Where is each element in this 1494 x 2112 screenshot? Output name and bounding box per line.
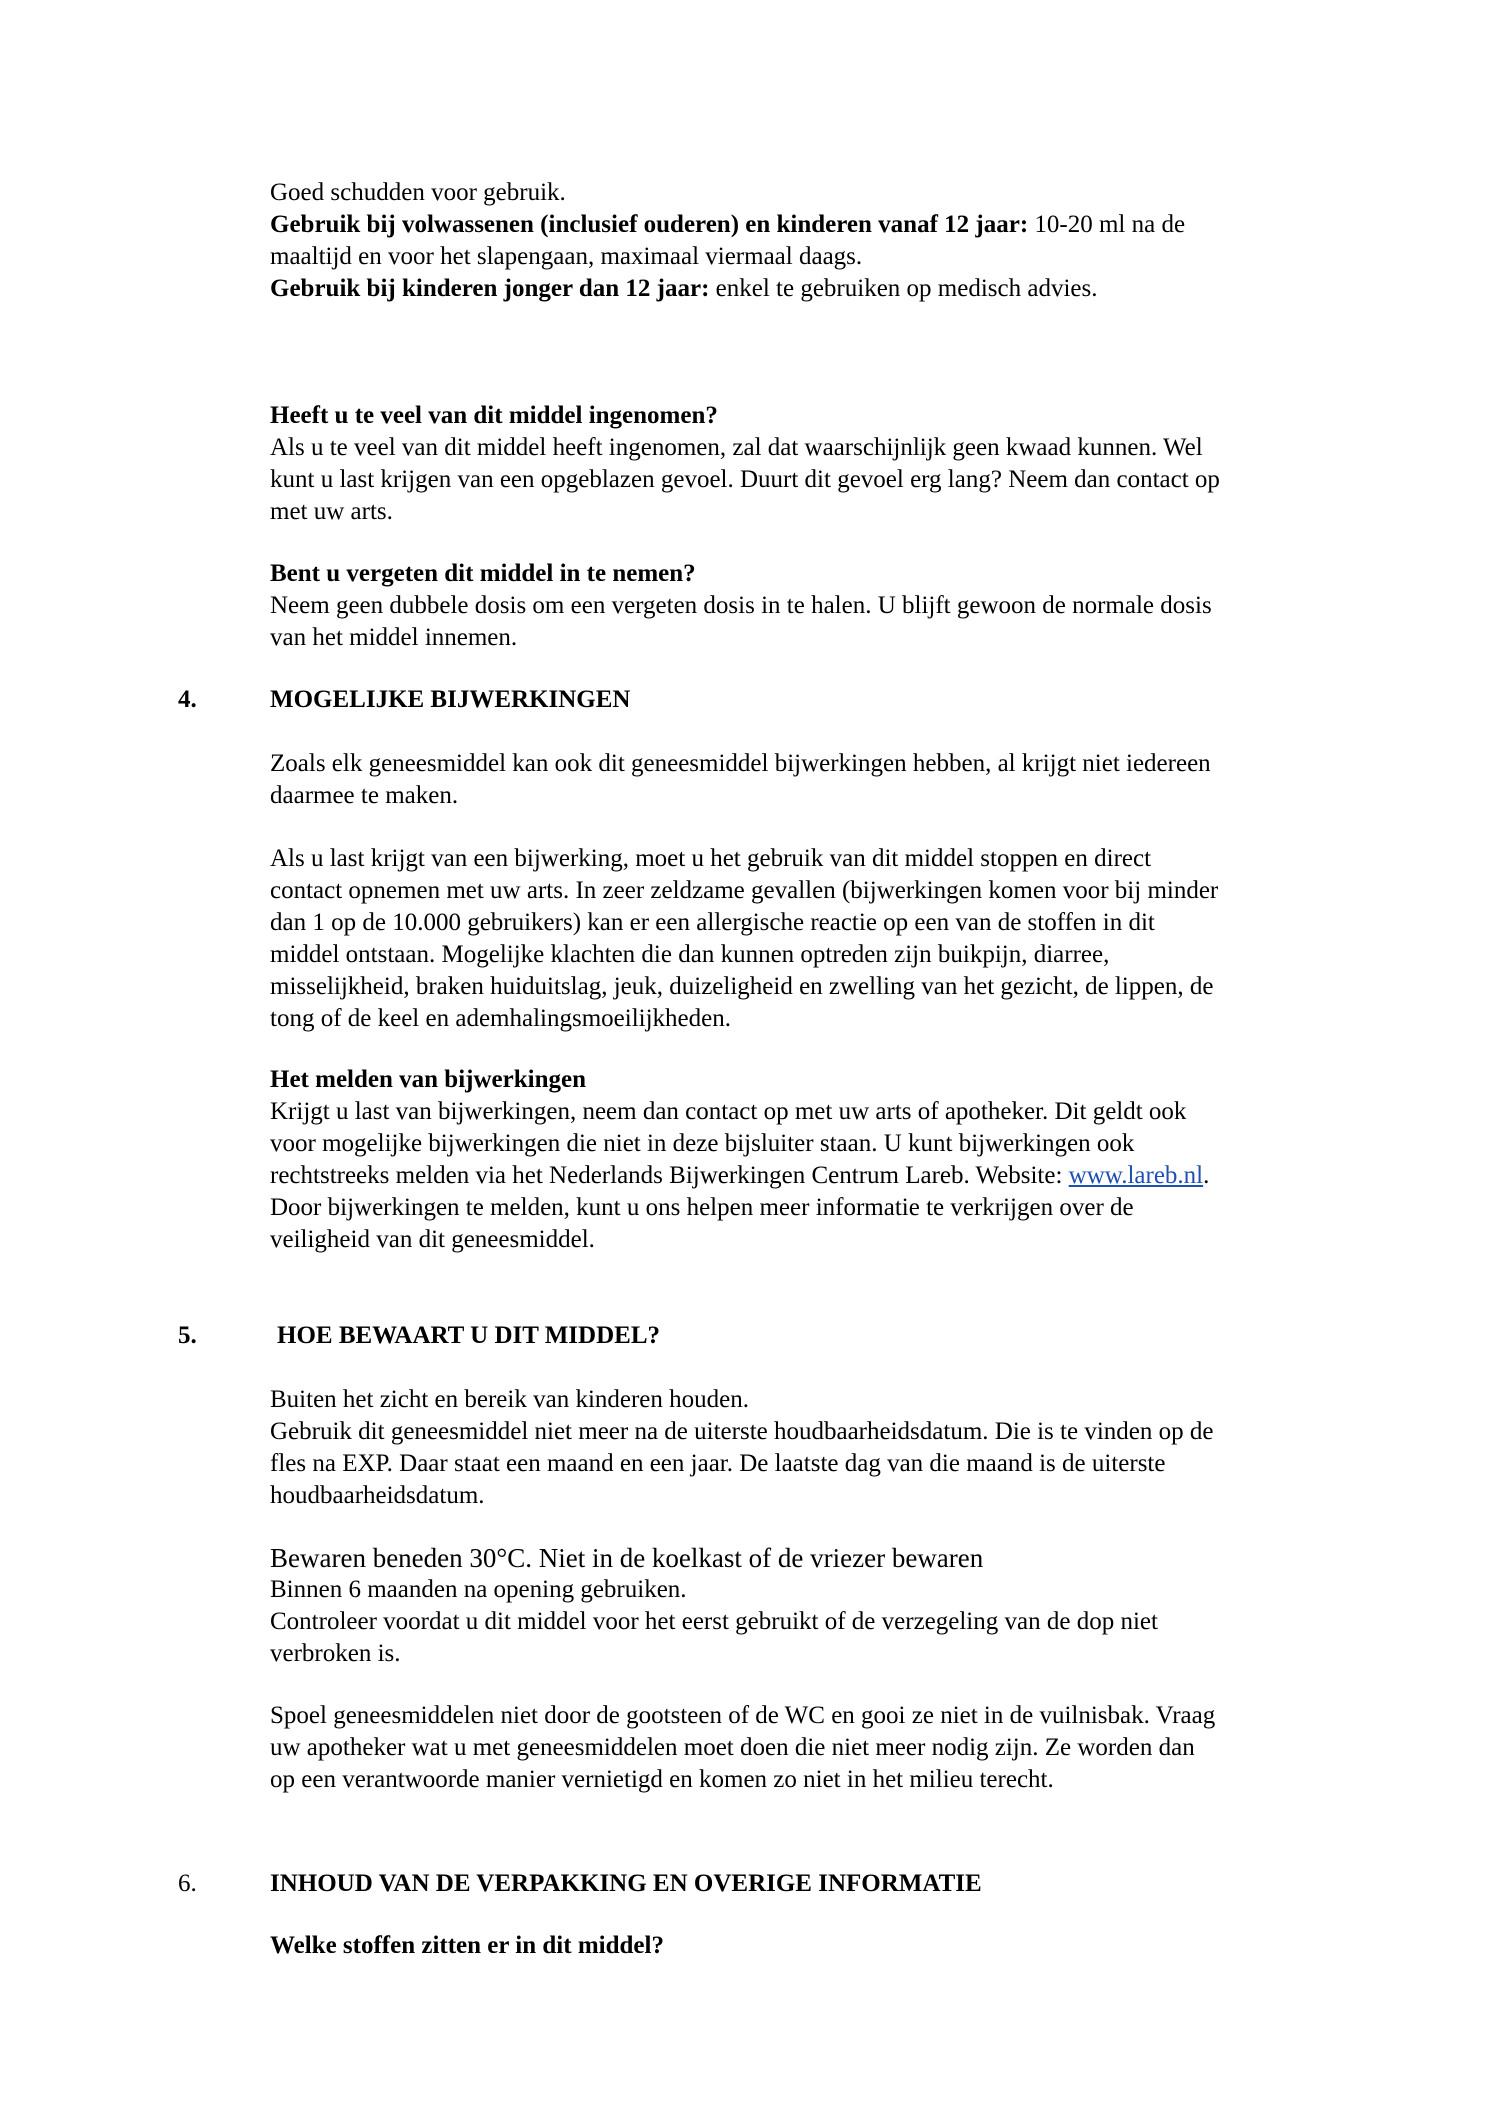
- section-5-title: HOE BEWAART U DIT MIDDEL?: [277, 1322, 660, 1349]
- adult-dosage-text-2: maaltijd en voor het slapengaan, maximaal viermaal daags.: [270, 243, 863, 270]
- report-block: [270, 1064, 1340, 1256]
- forgotten-block: [270, 558, 1340, 654]
- body-line: dan 1 op de 10.000 gebruikers) kan er een allergische reactie op een van de stoffen in dit: [270, 909, 1155, 936]
- report-line-prefix: rechtstreeks melden via het Nederlands Bijwerkingen Centrum Lareb. Website:: [270, 1162, 1069, 1189]
- forgotten-heading: Bent u vergeten dit middel in te nemen?: [270, 560, 696, 587]
- forgotten-line: van het middel innemen.: [270, 624, 518, 651]
- section-4-body: [270, 843, 1340, 1035]
- storage-line: Buiten het zicht en bereik van kinderen houden.: [270, 1386, 750, 1413]
- section-5-para-2: [270, 1542, 1340, 1670]
- overdose-heading: Heeft u te veel van dit middel ingenomen?: [270, 402, 718, 429]
- storage-line: Controleer voordat u dit middel voor het eerst gebruikt of de verzegeling van de dop niet: [270, 1608, 1158, 1635]
- shake-instruction: Goed schudden voor gebruik.: [270, 179, 566, 206]
- section-5-number: 5.: [178, 1322, 197, 1349]
- section-6-title: INHOUD VAN DE VERPAKKING EN OVERIGE INFORMATIE: [270, 1870, 982, 1897]
- report-line: voor mogelijke bijwerkingen die niet in deze bijsluiter staan. U kunt bijwerkingen ook: [270, 1130, 1135, 1157]
- child-dosage: [270, 273, 1340, 305]
- child-dosage-label: Gebruik bij kinderen jonger dan 12 jaar:: [270, 275, 710, 302]
- section-6-number: 6.: [178, 1870, 197, 1897]
- storage-line: Binnen 6 maanden na opening gebruiken.: [270, 1576, 687, 1603]
- overdose-block: [270, 400, 1340, 528]
- dosage-block: [270, 177, 1340, 305]
- storage-line: fles na EXP. Daar staat een maand en een jaar. De laatste dag van die maand is de uiterste: [270, 1450, 1166, 1477]
- overdose-line: kunt u last krijgen van een opgeblazen gevoel. Duurt dit gevoel erg lang? Neem dan contact op: [270, 466, 1220, 493]
- body-line: middel ontstaan. Mogelijke klachten die dan kunnen optreden zijn buikpijn, diarree,: [270, 941, 1110, 968]
- body-line: Als u last krijgt van een bijwerking, moet u het gebruik van dit middel stoppen en direct: [270, 845, 1152, 872]
- section-5-para-1: [270, 1384, 1340, 1512]
- storage-line: Gebruik dit geneesmiddel niet meer na de uiterste houdbaarheidsdatum. Die is te vinden op de: [270, 1418, 1214, 1445]
- section-4-intro: [270, 748, 1340, 812]
- lareb-link[interactable]: www.lareb.nl: [1068, 1162, 1204, 1189]
- adult-dosage: [270, 209, 1340, 241]
- storage-temperature: Bewaren beneden 30°C. Niet in de koelkast of de vriezer bewaren: [270, 1543, 984, 1573]
- body-line: tong of de keel en ademhalingsmoeilijkheden.: [270, 1005, 731, 1032]
- report-line: Door bijwerkingen te melden, kunt u ons helpen meer informatie te verkrijgen over de: [270, 1194, 1134, 1221]
- body-line: contact opnemen met uw arts. In zeer zeldzame gevallen (bijwerkingen komen voor bij minder: [270, 877, 1219, 904]
- report-heading: Het melden van bijwerkingen: [270, 1066, 586, 1093]
- intro-line: daarmee te maken.: [270, 782, 459, 809]
- section-4-number: 4.: [178, 686, 197, 713]
- body-line: misselijkheid, braken huiduitslag, jeuk, duizeligheid en zwelling van het gezicht, de lippen, de: [270, 973, 1214, 1000]
- adult-dosage-label: Gebruik bij volwassenen (inclusief ouderen) en kinderen vanaf 12 jaar:: [270, 211, 1029, 238]
- report-line-suffix: .: [1203, 1162, 1210, 1189]
- section-5-para-3: [270, 1700, 1340, 1796]
- section-6-subheading: Welke stoffen zitten er in dit middel?: [270, 1932, 664, 1959]
- section-4-title: MOGELIJKE BIJWERKINGEN: [270, 686, 631, 713]
- forgotten-line: Neem geen dubbele dosis om een vergeten dosis in te halen. U blijft gewoon de normale dosis: [270, 592, 1212, 619]
- report-line: Krijgt u last van bijwerkingen, neem dan contact op met uw arts of apotheker. Dit geldt ook: [270, 1098, 1187, 1125]
- adult-dosage-text-1: 10-20 ml na de: [1028, 211, 1186, 238]
- storage-line: houdbaarheidsdatum.: [270, 1482, 485, 1509]
- report-line-website: [270, 1160, 1340, 1192]
- disposal-line: Spoel geneesmiddelen niet door de gootsteen of de WC en gooi ze niet in de vuilnisbak. Vraag: [270, 1702, 1216, 1729]
- overdose-line: Als u te veel van dit middel heeft ingenomen, zal dat waarschijnlijk geen kwaad kunnen. Wel: [270, 434, 1203, 461]
- child-dosage-text: enkel te gebruiken op medisch advies.: [709, 275, 1098, 302]
- overdose-line: met uw arts.: [270, 498, 393, 525]
- report-line: veiligheid van dit geneesmiddel.: [270, 1226, 595, 1253]
- disposal-line: op een verantwoorde manier vernietigd en komen zo niet in het milieu terecht.: [270, 1766, 1054, 1793]
- disposal-line: uw apotheker wat u met geneesmiddelen moet doen die niet meer nodig zijn. Ze worden dan: [270, 1734, 1195, 1761]
- storage-line: verbroken is.: [270, 1640, 401, 1667]
- intro-line: Zoals elk geneesmiddel kan ook dit geneesmiddel bijwerkingen hebben, al krijgt niet iedereen: [270, 750, 1211, 777]
